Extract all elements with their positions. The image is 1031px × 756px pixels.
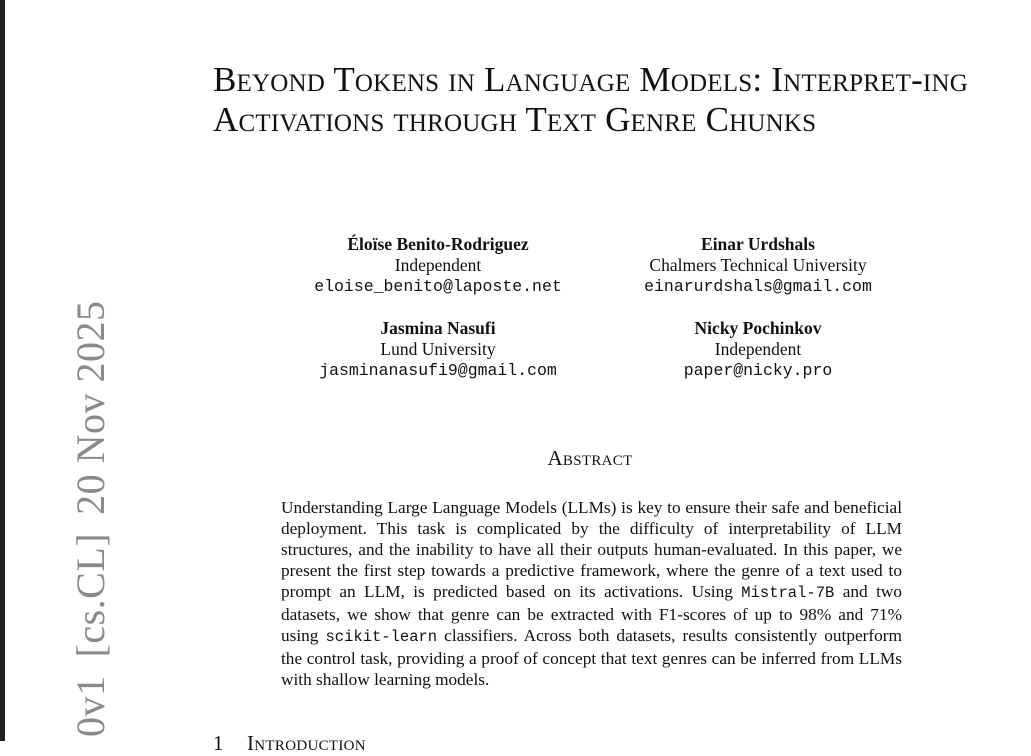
author-affiliation: Chalmers Technical University xyxy=(649,255,867,275)
arxiv-stamp xyxy=(68,300,113,741)
arxiv-date: 20 Nov 2025 xyxy=(68,300,113,515)
arxiv-category: [cs.CL] xyxy=(68,532,113,658)
model-name: Mistral-7B xyxy=(741,584,835,602)
window-edge xyxy=(0,0,5,741)
author-name: Nicky Pochinkov xyxy=(694,318,822,338)
author-email[interactable]: einarurdshals@gmail.com xyxy=(644,277,872,296)
abstract-body xyxy=(281,497,902,690)
author-block xyxy=(258,234,618,297)
library-name: scikit-learn xyxy=(325,628,438,646)
arxiv-id: 0v1 xyxy=(68,675,113,737)
author-block xyxy=(578,318,938,381)
author-email[interactable]: paper@nicky.pro xyxy=(683,361,833,380)
abstract-text: and two datasets, we show that genre can be extracted with F1-scores of up to 98% and 71% using xyxy=(281,582,902,645)
author-affiliation: Lund University xyxy=(380,339,496,359)
author-email[interactable]: jasminanasufi9@gmail.com xyxy=(319,361,557,380)
section-number: 1 xyxy=(213,731,224,755)
author-name: Éloïse Benito-Rodriguez xyxy=(347,234,529,254)
section-heading xyxy=(213,731,366,756)
author-name: Einar Urdshals xyxy=(701,234,815,254)
paper-title: Beyond Tokens in Language Models: Interpret-ing Activations through Text Genre Chunks xyxy=(213,60,968,139)
abstract-text: Understanding Large Language Models (LLMs) is key to ensure their safe and beneficial deployment. This task is complicated by the difficulty of interpretability of LLM structures, and the inability to have all their outputs human-evaluated. In this paper, we present the first step towards a predictive framework, where the genre of a text used to prompt an LLM, is predicted based on its activations. Using xyxy=(281,498,902,601)
author-affiliation: Independent xyxy=(394,255,482,275)
author-affiliation: Independent xyxy=(714,339,802,359)
author-email[interactable]: eloise_benito@laposte.net xyxy=(314,277,562,296)
abstract-text: classifiers. Across both datasets, results consistently outperform the control task, providing a proof of concept that text genres can be inferred from LLMs with shallow learning models. xyxy=(281,626,902,689)
author-name: Jasmina Nasufi xyxy=(380,318,496,338)
author-block xyxy=(578,234,938,297)
author-block xyxy=(258,318,618,381)
section-title: Introduction xyxy=(247,731,366,755)
abstract-heading: Abstract xyxy=(547,446,633,470)
